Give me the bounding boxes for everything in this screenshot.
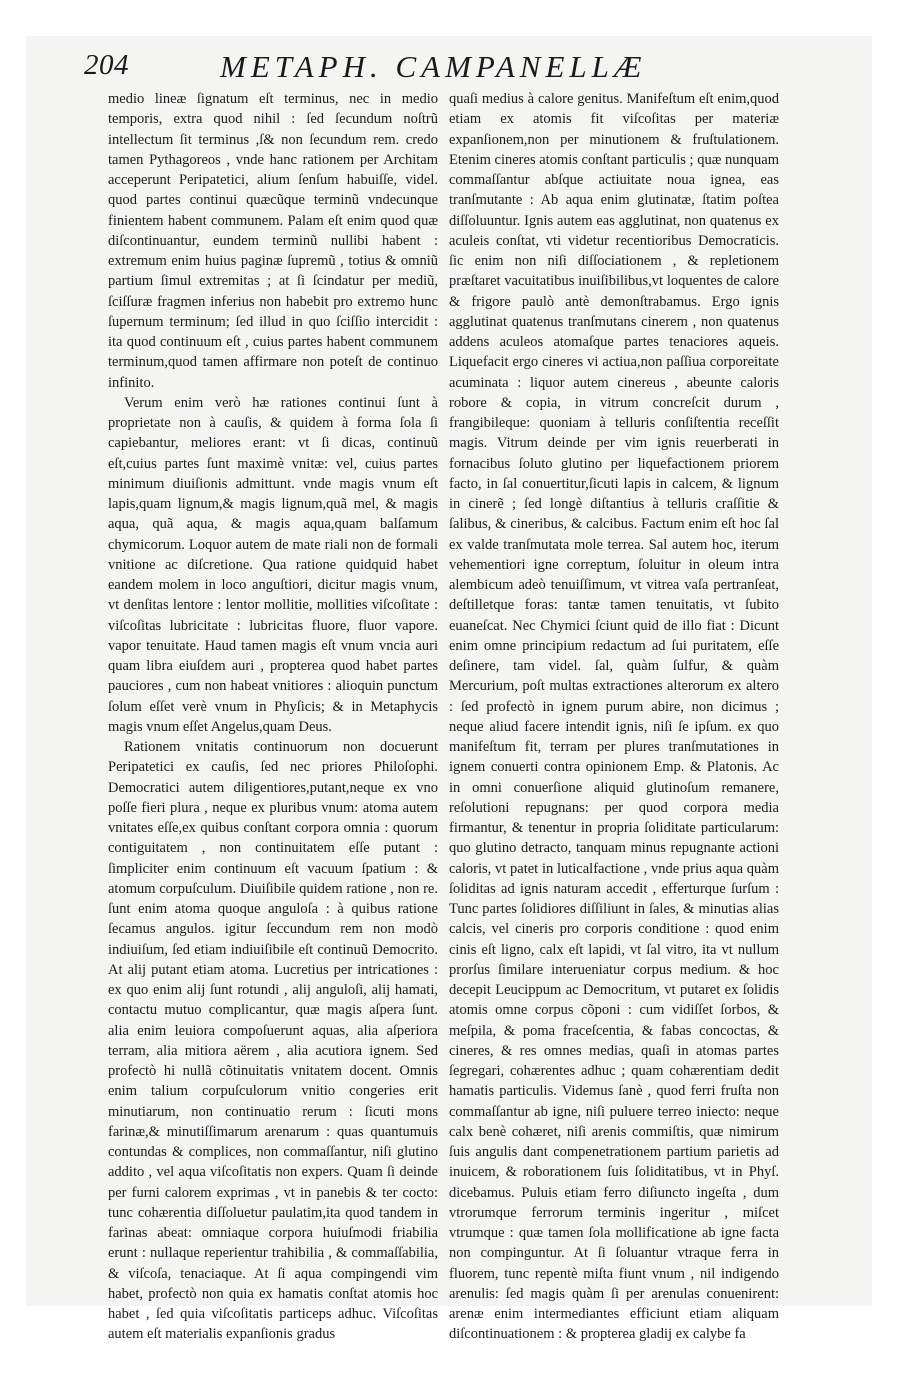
paragraph: quaſi medius à calore genitus. Manifeſtum eſt enim,quod etiam ex atomis fit viſcoſitas per materiæ expanſionem,non per minutionem & fruſtulationem. Etenim cineres atomis conſtant particulis ; quæ nunquam commaſſantur abſque actiuitate noua ignea, eas tranſmutante : Ab aqua enim glutinatæ, ſtatim poſtea diſſoluuntur. Ignis autem eas agglutinat, non quatenus ex aculeis conſtat, vti videtur recentioribus Democraticis. ſic enim non niſi diſſociationem , & repletionem præſtaret vacuitatibus inuiſibilibus,vt loquentes de calore & frigore paulò antè demonſtrabamus. Ergo ignis agglutinat quatenus tranſmutans cinerem , non quatenus addens aculeos atomaſque partes tenaciores aqueis. Liquefacit ergo cineres vi actiua,non paſſiua corporeitate acuminata : liquor autem cinereus , abeunte caloris robore & copia, in vitrum concreſcit durum , frangibileque: quoniam à telluris conſiſtentia receſſit magis. Vitrum deinde per vim ignis reuerberati in fornacibus ſoluto glutino per liquefactionem priorem facto, in ſal conuertitur,ſicuti lapis in calcem, & lignum in cinerẽ ; ſed longè diſtantius à telluris craſſitie & ſalibus, & cineribus, & calcibus. Factum enim eſt hoc ſal ex valde tranſmutata mole terrea. Sal autem hoc, iterum vehementiori igne correptum, ſoluitur in oleum intra alembicum adeò tenuiſſimum, vt vitrea vaſa pertranſeat, deſtilletque foras: tantæ tamen tenuitatis, vt ſubito euaneſcat. Nec Chymici ſciunt quid de illo fiat : Dicunt enim omne principium redactum ad ſui puritatem, eſſe deſinere, tam videl. ſal, quàm ſulfur, & quàm Mercurium, poſt multas extractiones alterorum ex altero : ſed profectò in ignem purum abire, non dicimus ; neque aliud facere intendit ignis, niſi ſe ipſum. ex quo manifeſtum fit, terram per plures tranſmutationes in ignem conuerti contra opinionem Emp. & Platonis. Ac in omni conuerſione aliquid glutinoſum remanere, reſolutioni repugnans: per quod corpora media firmantur, & tenentur in propria ſoliditate particularum: quo glutino detracto, tanquam minus repugnante actioni caloris, vt patet in luticalfactione , vnde prius aqua quàm ſoliditas ad ignis naturam accedit , efferturque ſurſum : Tunc partes ſolidiores diſſiliunt in ſales, & minutias alias calcis, vel cineris pro corporis conditione : quod enim cinis eſt ligno, calx eſt lapidi, vt ſal vitro, ita vt nullum prorſus ſimilare interueniatur corpus medium. & hoc decepit Leucippum ac Democritum, vt putaret ex ſolidis atomis omne corpus cõponi : cum vidiſſet ſorbos, & meſpila, & poma fraceſcentia, & fabas concoctas, & cineres, & res omnes medias, quaſi in atomas partes ſegregari, cohærentes adhuc ; quam cohærentiam dedit hamatis particulis. Videmus ſanè , quod ferri fruſta non commaſſantur ab igne, niſi puluere terreo iniecto: neque calx benè cohæret, niſi arenis commiſtis, quæ nimirum ſuis angulis dant compenetrationem partium parietis ad inuicem, & roborationem ſuis ſoliditatibus, vt in Phyſ. dicebamus. Puluis etiam ferro diſiuncto ingeſta , dum vtrorumque ferrorum terminis ingeritur , miſcet vtrumque : quæ tamen ſola mollificatione ab igne facta non compinguntur. At ſi ſoluantur vtraque ferra in fluorem, tunc repentè miſta fiunt vnum , nil indigendo arenulis: ſed magis quàm ſi per arenulas conuenirent: arenæ enim intermediantes efficiunt etiam aliquam diſcontinuationem : & propterea gladij ex calybe fa: [449, 91, 779, 1343]
paragraph: Rationem vnitatis continuorum non docuerunt Peripatetici ex cauſis, ſed nec priores Philoſophi. Democratici autem diligentiores,putant,neque ex vno poſſe fieri plura , neque ex pluribus vnum: atoma autem vnitates eſſe,ex quibus conſtant corpora omnia : quorum contiguitatem , non continuitatem eſſe putant : ſimpliciter enim continuum eſt vacuum ſpatium : & atomum corpuſculum. Diuiſibile quidem ratione , non re. ſunt enim atoma quoque anguloſa : à quibus ratione ſecamus angulos. igitur ſeccundum rem non modò indiuiſum, ſed etiam indiuiſibile eſt continuũ Democrito. At alij putant etiam atoma. Lucretius per intricationes : ex quo enim alij ſunt rotundi , alij anguloſi, alij hamati, contactu mutuo complicantur, quæ magis aſpera ſunt. alia enim leuiora compoſuerunt aquas, alia aſperiora terram, alia mitiora aërem , alia acutiora ignem. Sed profectò hi nullã cõtinuitatis vnitatem docent. Omnis enim talium corpuſculorum vnitio congeries erit minutiarum, non continuatio rerum : ſicuti mons farinæ,& minutiſſimarum arenarum : quas quantumuis contundas & complices, non commaſſantur, niſi glutino addito , vel aqua viſcoſitatis non expers. Quam ſi deinde per furni calorem exprimas , vt in panebis & ter cocto: tunc cohærentia diſſoluetur paulatim,ita quod tandem in farinas abeat: omniaque corpora huiuſmodi friabilia erunt : nullaque reperientur trahibilia , & commaſſabilia, & viſcoſa, tenaciaque. At ſi aqua compingendi vim habet, profectò non quia ex hamatis conſtat atomis hoc habet , ſed quia viſcoſitatis particeps adhuc. Viſcoſitas autem eſt materialis expanſionis gradus: [108, 739, 438, 1343]
page-number: 204: [84, 49, 129, 81]
paragraph: medio lineæ ſignatum eſt terminus, nec in medio temporis, extra quod nihil : ſed ſecundum noſtrũ intellectum ſit terminus ,ſ& non ſecundum rem. credo tamen Pythagoreos , vnde hanc rationem per Architam acceperunt Peripatetici, alium ſenſum habuiſſe, videl. quod partes continui quæcũque terminũ vndecunque finientem habent communem. Palam eſt enim quod quæ diſcontinuantur, eundem terminũ nullibi habent : extremum enim huius paginæ ſupremũ , totius & omniũ partium ſimul extremitas ; at ſi ſcindatur per mediũ, ſciſſuræ fragmen inferius non habebit pro extremo hunc ſupernum terminum; ſed illud in quo ſciſſio intercidit : ita quod continuum eſt , cuius partes habent communem terminum,quod tamen affirmare non poteſt de continuo infinito.: [108, 91, 438, 391]
paragraph: Verum enim verò hæ rationes continui ſunt à proprietate non à cauſis, & quidem à forma ſola ſi capiebantur, meliores erant: vt ſi dicas, continuũ eſt,cuius partes ſunt maximè vnitæ: vel, cuius partes minimum diuiſionis admittunt. vnde magis vnum eſt lapis,quam lignum,& magis lignum,quã mel, & magis aqua, quã aqua, & magis aqua,quam balſamum chymicorum. Loquor autem de mate riali non de formali vnitione ac diſcretione. Qua ratione quidquid habet eandem molem in loco anguſtiori, dicitur magis vnum, vt denſitas lentore : lentor mollitie, mollities viſcoſitate : viſcoſitas lubricitate : lubricitas fluore, fluor vapore. vapor tenuitate. Haud tamen magis eſt vnum vncia auri quam libra eiuſdem auri , propterea quod habet partes pauciores , cum non habeat vnitiores : alioquin punctum ſolum eſſet verè vnum in Phyſicis; & in Metaphycis magis vnum eſſet Angelus,quam Deus.: [108, 394, 438, 735]
page-header: [84, 47, 874, 91]
left-column: [108, 89, 438, 1343]
running-title: METAPH. CAMPANELLÆ: [220, 49, 647, 84]
right-column: [449, 89, 779, 1343]
